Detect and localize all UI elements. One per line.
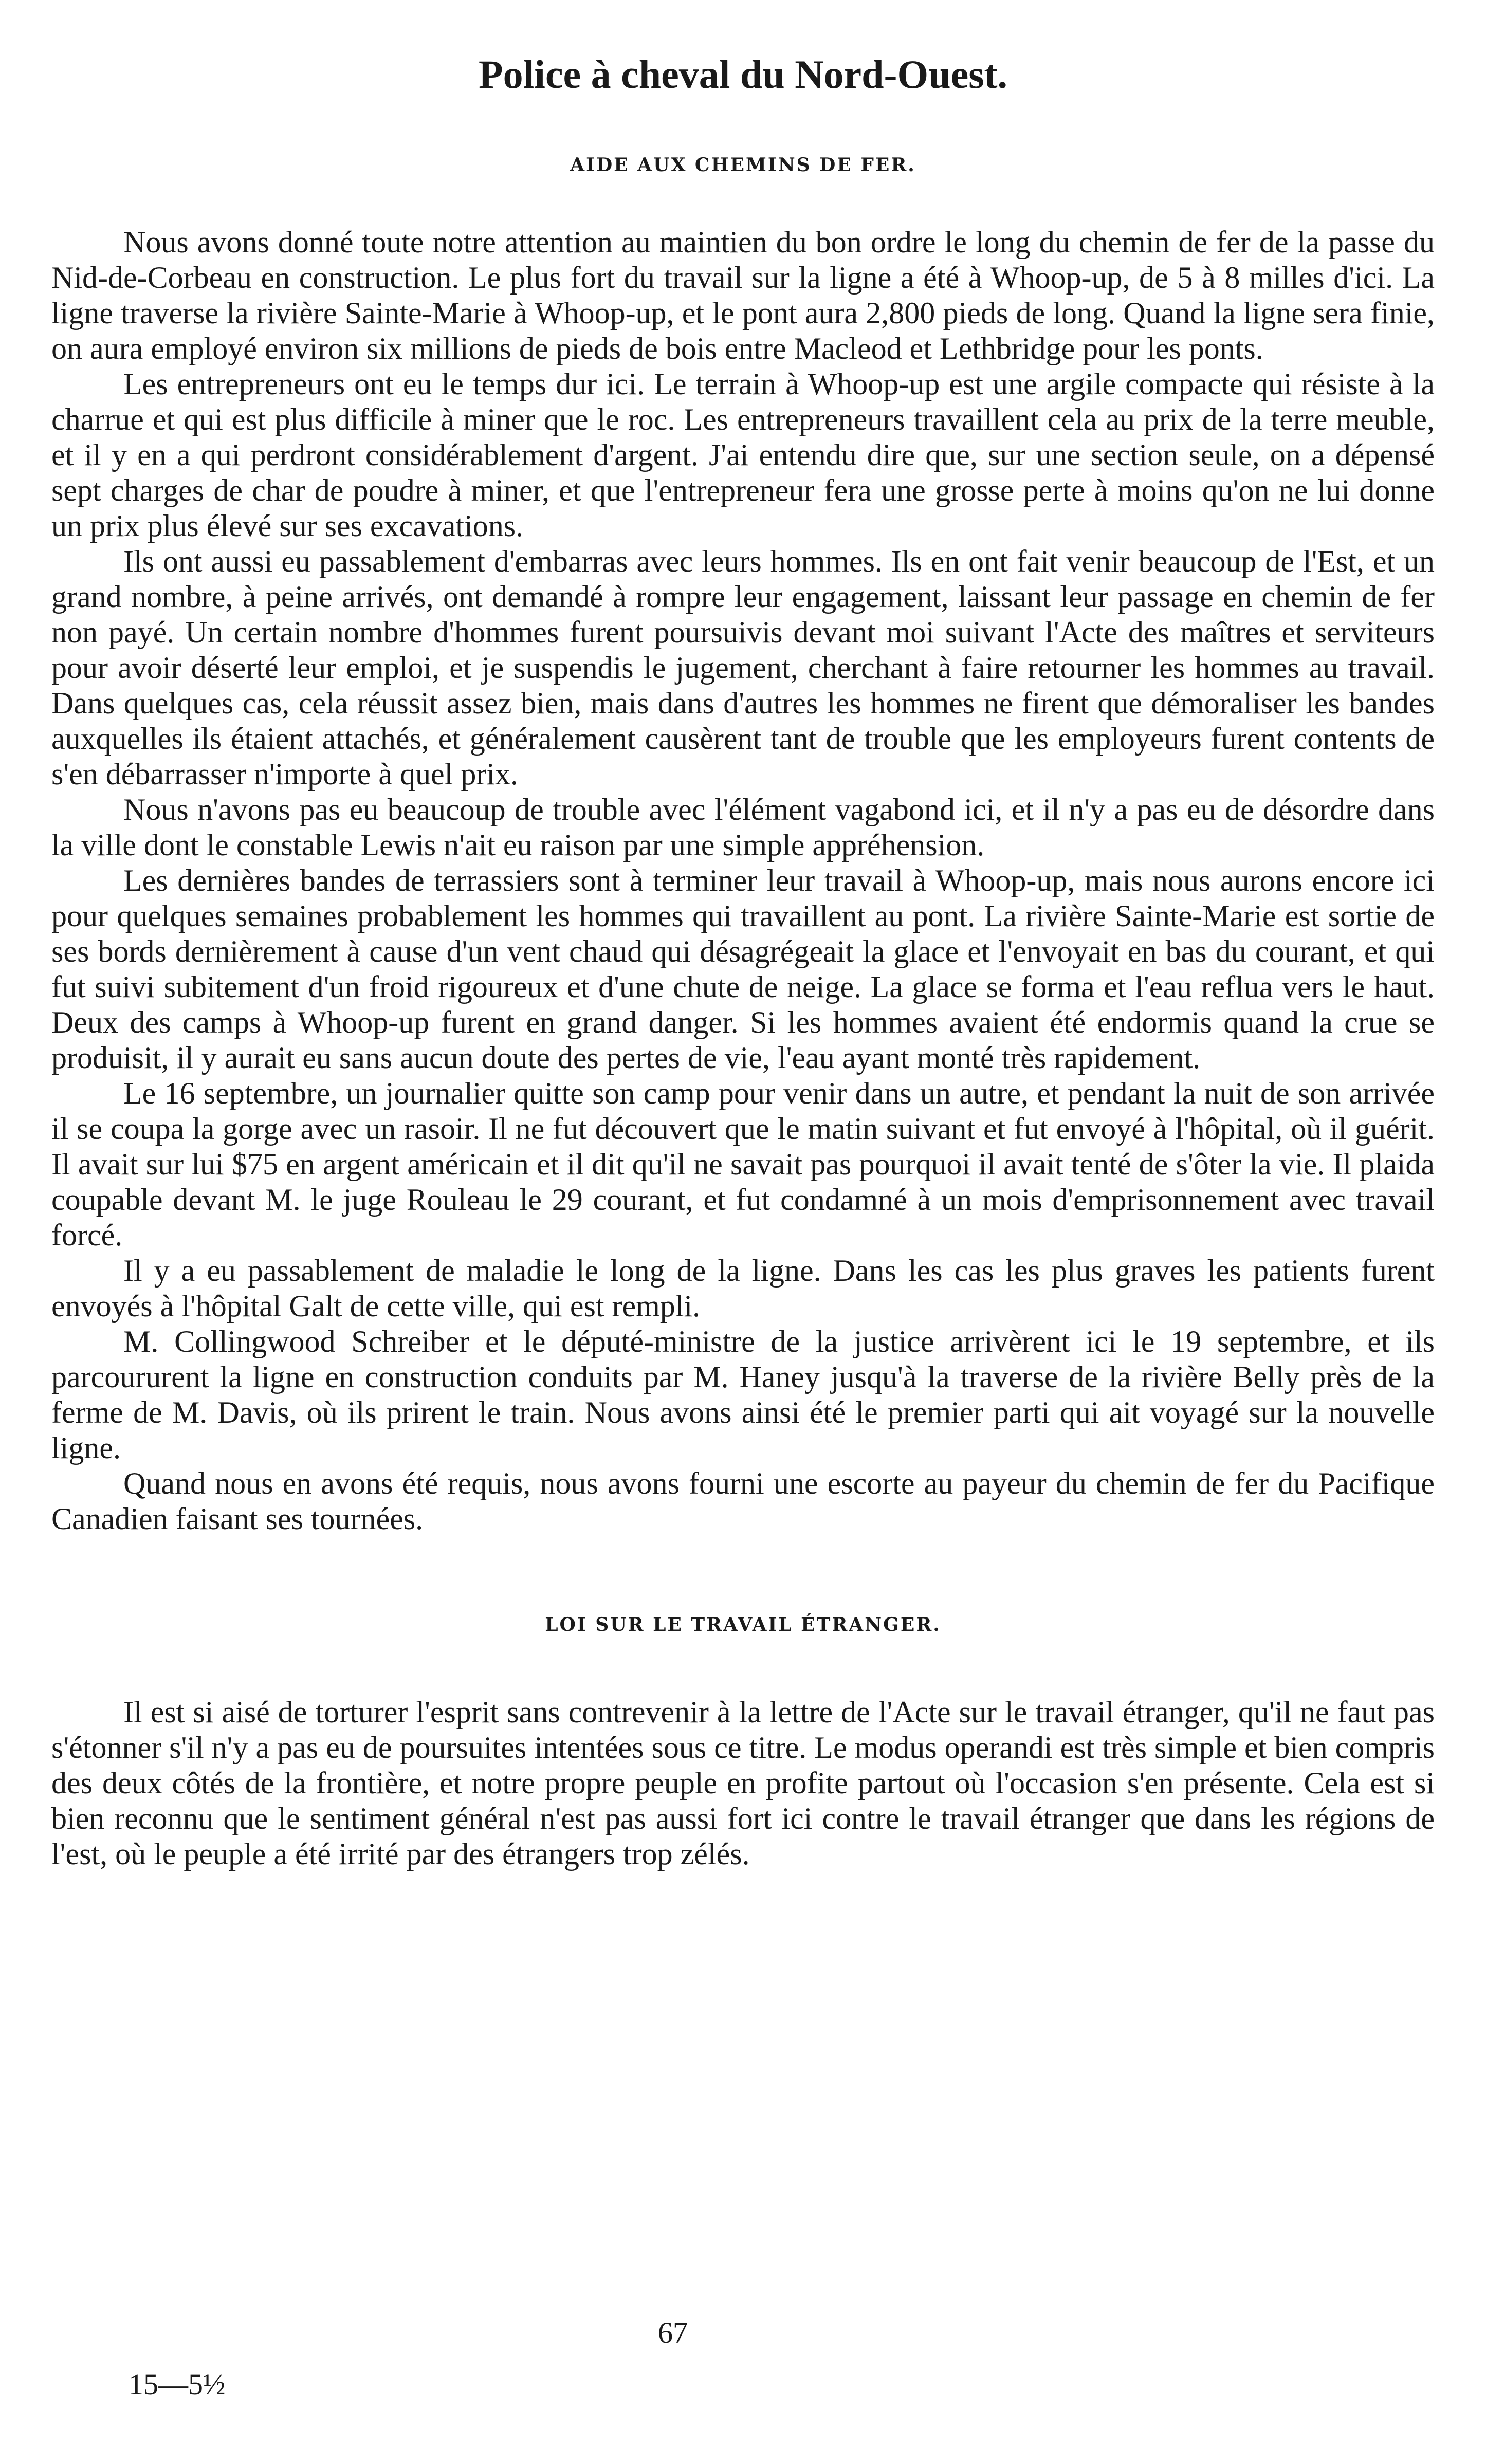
paragraph: Ils ont aussi eu passablement d'embarras avec leurs hommes. Ils en ont fait venir beaucoup de l'Est, et un grand nombre, à peine arrivés, ont demandé à rompre leur engagement, laissant leur passage en chemin de fer non payé. Un certain nombre d'hommes furent poursuivis devant moi suivant l'Acte des maîtres et serviteurs pour avoir déserté leur emploi, et je suspendis le jugement, cherchant à faire retourner les hommes au travail. Dans quelques cas, cela réussit assez bien, mais dans d'autres les hommes ne firent que démoraliser les bandes auxquelles ils étaient attachés, et généralement causèrent tant de trouble que les employeurs furent contents de s'en débarrasser n'importe à quel prix. bbox=[51, 544, 1435, 791]
section-body bbox=[51, 1695, 1435, 1872]
paragraph: Le 16 septembre, un journalier quitte son camp pour venir dans un autre, et pendant la nuit de son arrivée il se coupa la gorge avec un rasoir. Il ne fut découvert que le matin suivant et fut envoyé à l'hôpital, où il guérit. Il avait sur lui $75 en argent américain et il dit qu'il ne savait pas pourquoi il avait tenté de s'ôter la vie. Il plaida coupable devant M. le juge Rouleau le 29 courant, et fut condamné à un mois d'emprisonnement avec travail forcé. bbox=[51, 1076, 1435, 1252]
paragraph: Les entrepreneurs ont eu le temps dur ici. Le terrain à Whoop-up est une argile compacte qui résiste à la charrue et qui est plus difficile à miner que le roc. Les entrepreneurs travaillent cela au prix de la terre meuble, et il y en a qui perdront considérablement d'argent. J'ai entendu dire que, sur une section seule, on a dépensé sept charges de char de poudre à miner, et que l'entrepreneur fera une grosse perte à moins qu'on ne lui donne un prix plus élevé sur ses excavations. bbox=[51, 367, 1435, 543]
section-heading: AIDE AUX CHEMINS DE FER. bbox=[570, 154, 916, 176]
printer-signature-mark: 15—5½ bbox=[129, 2367, 226, 2401]
page-title: Police à cheval du Nord-Ouest. bbox=[478, 52, 1008, 97]
paragraph: Nous n'avons pas eu beaucoup de trouble avec l'élément vagabond ici, et il n'y a pas eu de désordre dans la ville dont le constable Lewis n'ait eu raison par une simple appréhension. bbox=[51, 793, 1435, 862]
document-page bbox=[51, 41, 1435, 2426]
section-heading: LOI SUR LE TRAVAIL ÉTRANGER. bbox=[545, 1614, 941, 1635]
section-foreign-labour bbox=[51, 1614, 1435, 1872]
paragraph: Nous avons donné toute notre attention au maintien du bon ordre le long du chemin de fer de la passe du Nid-de-Corbeau en construction. Le plus fort du travail sur la ligne a été à Whoop-up, de 5 à 8 milles d'ici. La ligne traverse la rivière Sainte-Marie à Whoop-up, et le pont aura 2,800 pieds de long. Quand la ligne sera finie, on aura employé environ six millions de pieds de bois entre Macleod et Lethbridge pour les ponts. bbox=[51, 225, 1435, 365]
section-railway-aid bbox=[51, 154, 1435, 1537]
paragraph: Il est si aisé de torturer l'esprit sans contrevenir à la lettre de l'Acte sur le travail étranger, qu'il ne faut pas s'étonner s'il n'y a pas eu de poursuites intentées sous ce titre. Le modus operandi est très simple et bien compris des deux côtés de la frontière, et notre propre peuple en profite partout où l'occasion s'en présente. Cela est si bien reconnu que le sentiment général n'est pas aussi fort ici contre le travail étranger que dans les régions de l'est, où le peuple a été irrité par des étrangers trop zélés. bbox=[51, 1695, 1435, 1871]
paragraph: Il y a eu passablement de maladie le long de la ligne. Dans les cas les plus graves les patients furent envoyés à l'hôpital Galt de cette ville, qui est rempli. bbox=[51, 1254, 1435, 1323]
section-body bbox=[51, 225, 1435, 1537]
page-number: 67 bbox=[658, 2316, 688, 2349]
paragraph: Les dernières bandes de terrassiers sont à terminer leur travail à Whoop-up, mais nous aurons encore ici pour quelques semaines probablement les hommes qui travaillent au pont. La rivière Sainte-Marie est sortie de ses bords dernièrement à cause d'un vent chaud qui désagrégeait la glace et l'envoyait en bas du courant, et qui fut suivi subitement d'un froid rigoureux et d'une chute de neige. La glace se forma et l'eau reflua vers le haut. Deux des camps à Whoop-up furent en grand danger. Si les hommes avaient été endormis quand la crue se produisit, il y aurait eu sans aucun doute des pertes de vie, l'eau ayant monté très rapidement. bbox=[51, 863, 1435, 1075]
paragraph: M. Collingwood Schreiber et le député-ministre de la justice arrivèrent ici le 19 septembre, et ils parcoururent la ligne en construction conduits par M. Haney jusqu'à la traverse de la rivière Belly près de la ferme de M. Davis, où ils prirent le train. Nous avons ainsi été le premier parti qui ait voyagé sur la nouvelle ligne. bbox=[51, 1325, 1435, 1465]
paragraph: Quand nous en avons été requis, nous avons fourni une escorte au payeur du chemin de fer du Pacifique Canadien faisant ses tournées. bbox=[51, 1466, 1435, 1536]
